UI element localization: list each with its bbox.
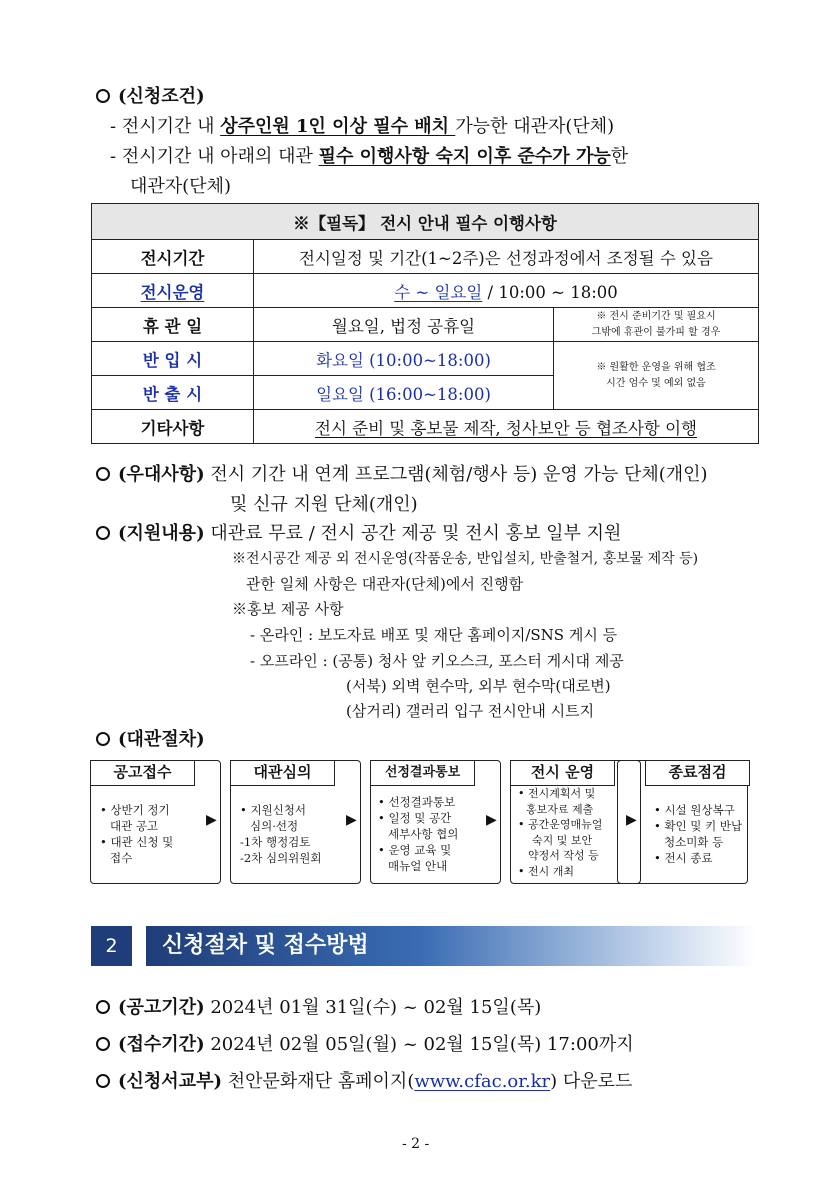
arrow-right-icon: ▶ [346, 812, 357, 828]
circle-bullet-icon [96, 1074, 110, 1088]
row-value: 일요일 (16:00~18:00) [254, 376, 554, 410]
support-note-3: ※홍보 제공 사항 [232, 600, 344, 618]
circle-bullet-icon [96, 89, 110, 103]
procedure-heading: (대관절차) [96, 725, 205, 751]
table-row [92, 342, 759, 376]
table-row [92, 240, 759, 274]
conditions-line-2: - 전시기간 내 아래의 대관 필수 이행사항 숙지 이후 준수가 가능한 [110, 146, 629, 167]
row-label: 휴 관 일 [92, 308, 254, 342]
section-title: 신청절차 및 접수방법 [162, 933, 369, 958]
receipt-period: (접수기간) 2024년 02월 05일(월) ~ 02월 15일(목) 17:00까지 [96, 1030, 634, 1056]
notice-period: (공고기간) 2024년 01월 31일(수) ~ 02월 15일(목) [96, 993, 541, 1019]
preference-line-1: (우대사항) 전시 기간 내 연계 프로그램(체험/행사 등) 운영 가능 단체(개인) [96, 460, 708, 486]
circle-bullet-icon [96, 467, 110, 481]
flow-step-body: • 선정결과통보 • 일정 및 공간 세부사항 협의 • 운영 교육 및 매뉴얼 안내 [378, 795, 459, 873]
conditions-line-1: - 전시기간 내 상주인원 1인 이상 필수 배치 가능한 대관자(단체) [110, 116, 615, 137]
support-note-1: ※전시공간 제공 외 전시운영(작품운송, 반입설치, 반출철거, 홍보물 제작 등) [232, 551, 699, 567]
support-offline-2: (서북) 외벽 현수막, 외부 현수막(대로변) [346, 677, 611, 695]
row-label: 전시운영 [92, 274, 254, 308]
conditions-heading: (신청조건) [96, 82, 205, 108]
row-label: 전시기간 [92, 240, 254, 274]
circle-bullet-icon [96, 1037, 110, 1051]
section-number: 2 [91, 926, 132, 966]
flow-step-title: 공고접수 [90, 760, 195, 786]
circle-bullet-icon [96, 1000, 110, 1014]
homepage-link[interactable]: www.cfac.or.kr [414, 1071, 551, 1092]
arrow-right-icon: ▶ [206, 812, 217, 828]
row-label: 기타사항 [92, 410, 254, 444]
support-online: - 온라인 : 보도자료 배포 및 재단 홈페이지/SNS 게시 등 [250, 626, 618, 644]
row-value: 수 ~ 일요일 / 10:00 ~ 18:00 [254, 274, 759, 308]
form-distribution: (신청서교부) 천안문화재단 홈페이지(www.cfac.or.kr) 다운로드 [96, 1067, 632, 1093]
flow-step-title: 전시 운영 [510, 760, 615, 786]
flow-step-title: 대관심의 [230, 760, 335, 786]
support-offline-3: (삼거리) 갤러리 입구 전시안내 시트지 [346, 702, 595, 720]
support-line-1: (지원내용) 대관료 무료 / 전시 공간 제공 및 전시 홍보 일부 지원 [96, 519, 621, 545]
row-value: 전시 준비 및 홍보물 제작, 청사보안 등 협조사항 이행 [254, 410, 759, 444]
table-row [92, 410, 759, 444]
page-number: - 2 - [402, 1136, 430, 1152]
circle-bullet-icon [96, 526, 110, 540]
arrow-right-icon: ▶ [486, 812, 497, 828]
row-value: 화요일 (10:00~18:00) [254, 342, 554, 376]
flow-step-body: • 전시계획서 및 홍보자료 제출 • 공간운영매뉴얼 숙지 및 보안 약정서 작성 등 • 전시 개최 [518, 787, 603, 878]
support-note-2: 관한 일체 사항은 대관자(단체)에서 진행함 [246, 575, 524, 593]
row-label: 반 입 시 [92, 342, 254, 376]
preference-line-2: 및 신규 지원 단체(개인) [230, 494, 418, 515]
flow-step-title: 종료점검 [645, 760, 750, 786]
row-note: ※ 원활한 운영을 위해 협조 시간 엄수 및 예외 없음 [554, 342, 759, 410]
table-row [92, 308, 759, 342]
table-title: ※【필독】 전시 안내 필수 이행사항 [92, 204, 759, 240]
flow-step-body: • 지원신청서 심의·선정 -1차 행정검토 -2차 심의위원회 [240, 803, 322, 865]
row-note: ※ 전시 준비기간 및 필요시 그밖에 휴관이 불가피 할 경우 [554, 308, 759, 342]
arrow-right-icon: ▶ [626, 812, 637, 828]
requirements-table [91, 203, 759, 444]
circle-bullet-icon [96, 732, 110, 746]
row-value: 전시일정 및 기간(1~2주)은 선정과정에서 조정될 수 있음 [254, 240, 759, 274]
support-offline-1: - 오프라인 : (공통) 청사 앞 키오스크, 포스터 게시대 제공 [250, 652, 624, 670]
table-row [92, 274, 759, 308]
row-value: 월요일, 법정 공휴일 [254, 308, 554, 342]
conditions-line-3: 대관자(단체) [130, 176, 231, 197]
flow-step-body: • 상반기 정기 대관 공고 • 대관 신청 및 접수 [100, 803, 174, 865]
flow-step-title: 선정결과통보 [370, 760, 475, 786]
flow-step-body: • 시설 원상복구 • 확인 및 키 반납 청소미화 등 • 전시 종료 [654, 803, 743, 865]
row-label: 반 출 시 [92, 376, 254, 410]
